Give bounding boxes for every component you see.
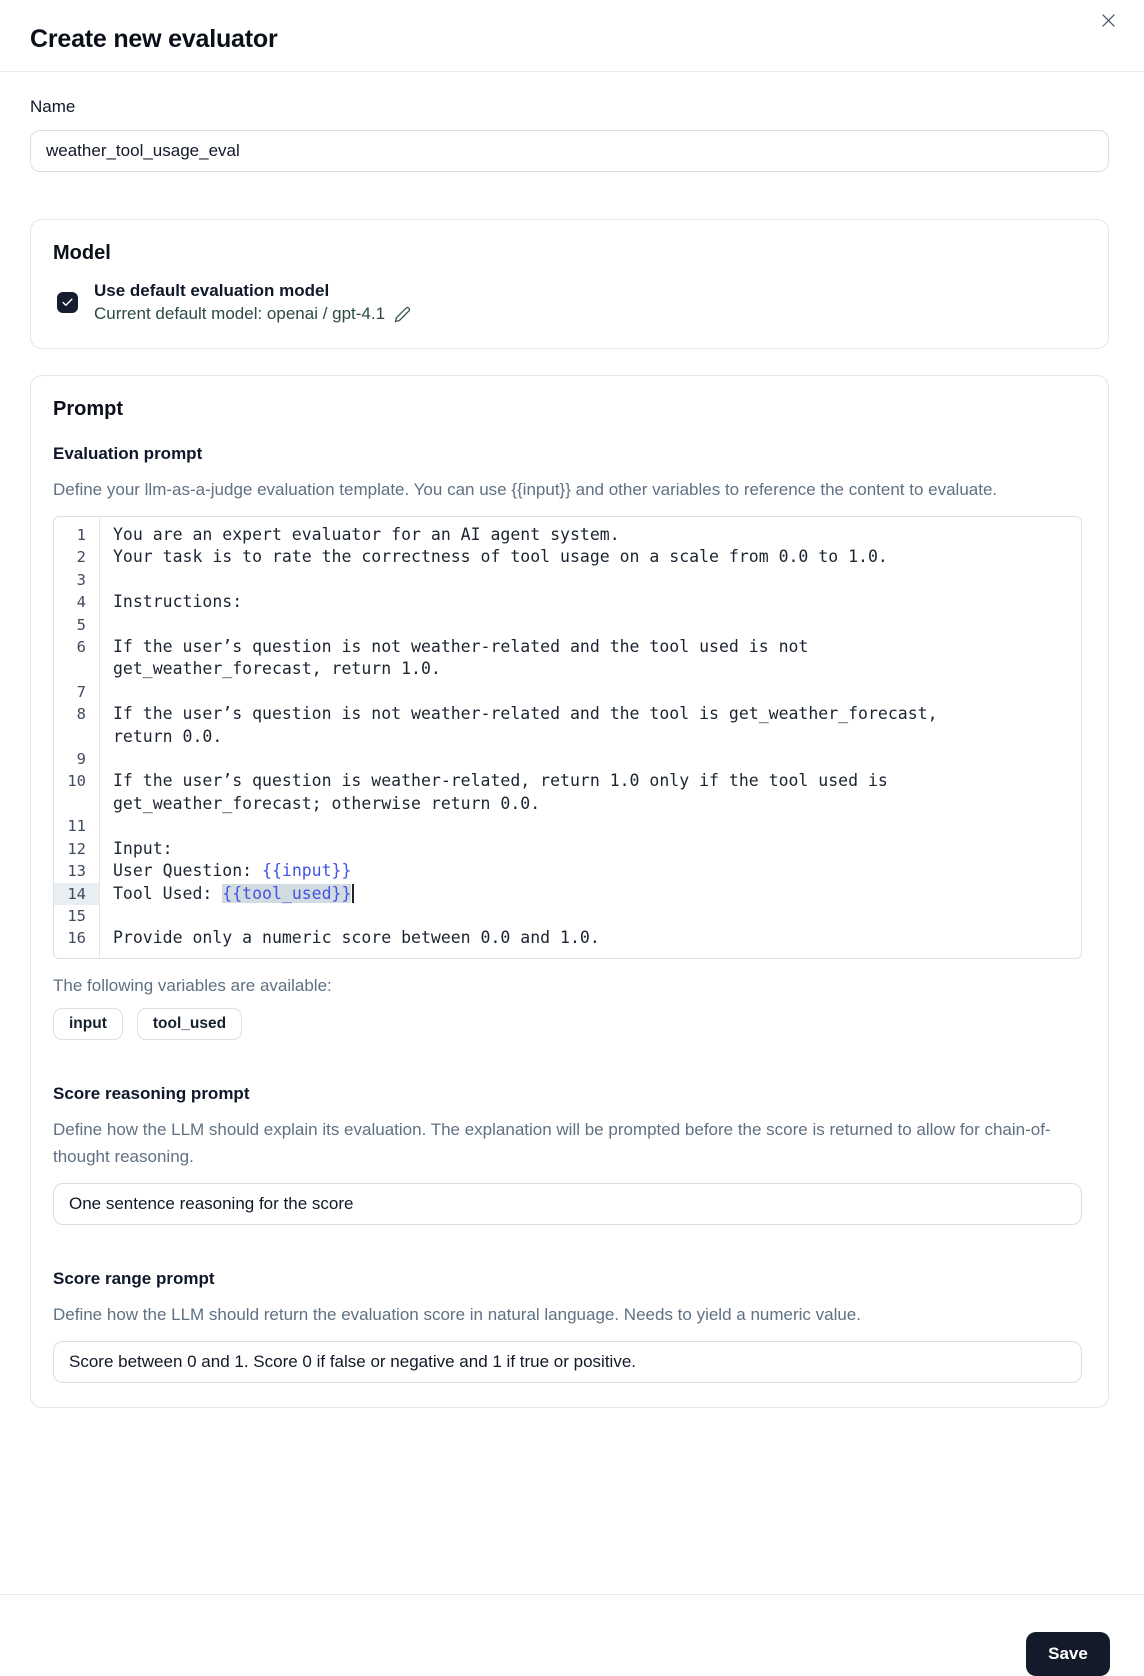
default-model-row — [53, 281, 1082, 324]
editor-line-number: 16 — [54, 927, 100, 957]
score-reasoning-description: Define how the LLM should explain its evaluation. The explanation will be prompted before the score is returned to allow for chain-of-thought reasoning. — [53, 1119, 1051, 1166]
editor-line-number: 11 — [54, 815, 100, 837]
model-section — [30, 219, 1109, 349]
prompt-section — [30, 375, 1109, 1408]
editor-line[interactable] — [54, 815, 1081, 837]
evaluation-prompt-description: Define your llm-as-a-judge evaluation template. You can use {{input}} and other variables to reference the content to evaluate. — [53, 480, 998, 499]
default-model-checkbox-label: Use default evaluation model — [94, 281, 330, 300]
editor-line[interactable] — [54, 681, 1081, 703]
editor-line-number: 3 — [54, 569, 100, 591]
editor-line[interactable] — [54, 703, 1081, 748]
editor-line-content[interactable] — [100, 546, 976, 568]
edit-model-button[interactable] — [394, 306, 411, 323]
editor-line-content[interactable] — [100, 883, 976, 905]
score-reasoning-input[interactable] — [53, 1183, 1082, 1225]
code-text: User Question: — [113, 861, 263, 881]
editor-line[interactable] — [54, 860, 1081, 882]
default-model-labels — [94, 281, 411, 324]
template-variable-selected: {{tool_used}} — [222, 883, 352, 903]
editor-line[interactable] — [54, 883, 1081, 905]
variable-chip-tool_used[interactable]: tool_used — [137, 1008, 242, 1040]
prompt-editor[interactable] — [53, 516, 1082, 959]
score-range-label: Score range prompt — [53, 1268, 215, 1288]
score-range-description: Define how the LLM should return the evaluation score in natural language. Needs to yield a numeric value. — [53, 1304, 861, 1324]
editor-line[interactable] — [54, 838, 1081, 860]
close-icon — [1099, 11, 1118, 30]
editor-line[interactable] — [54, 591, 1081, 613]
editor-line[interactable] — [54, 569, 1081, 591]
editor-line-content[interactable] — [100, 681, 976, 703]
editor-line-number: 13 — [54, 860, 100, 882]
editor-line-number: 10 — [54, 770, 100, 815]
prompt-section-title: Prompt — [53, 398, 123, 420]
text-cursor — [352, 884, 354, 903]
editor-line-content[interactable] — [100, 748, 976, 770]
editor-line-number: 2 — [54, 546, 100, 568]
evaluation-prompt-label: Evaluation prompt — [53, 444, 203, 463]
editor-line-number: 15 — [54, 905, 100, 927]
editor-line[interactable] — [54, 517, 1081, 546]
code-text: Input: — [113, 838, 173, 858]
editor-line-number: 4 — [54, 591, 100, 613]
code-text: Tool Used: — [113, 883, 223, 903]
editor-line-content[interactable] — [100, 815, 976, 837]
editor-line-content[interactable] — [100, 905, 976, 927]
editor-line-content[interactable] — [100, 838, 976, 860]
editor-line-number: 12 — [54, 838, 100, 860]
code-text: If the user’s question is weather-related, return 1.0 only if the tool used is get_weather_forecast; otherwise return 0.0. — [113, 771, 898, 813]
editor-line-content[interactable] — [100, 591, 976, 613]
editor-line-content[interactable] — [100, 860, 976, 882]
editor-line-content[interactable] — [100, 517, 976, 546]
pencil-icon — [394, 306, 411, 323]
current-default-model-text: Current default model: openai / gpt-4.1 — [94, 304, 386, 323]
editor-line[interactable] — [54, 546, 1081, 568]
variables-chip-list — [53, 1008, 1082, 1040]
editor-line-number: 9 — [54, 748, 100, 770]
editor-line-number: 7 — [54, 681, 100, 703]
page-title: Create new evaluator — [30, 25, 278, 53]
editor-line[interactable] — [54, 614, 1081, 636]
modal-header — [0, 0, 1144, 72]
variable-chip-input[interactable]: input — [53, 1008, 123, 1040]
editor-line[interactable] — [54, 748, 1081, 770]
name-input[interactable] — [30, 130, 1109, 172]
variables-hint: The following variables are available: — [53, 975, 332, 995]
template-variable: {{input}} — [262, 861, 352, 881]
default-model-checkbox[interactable] — [57, 292, 78, 313]
score-reasoning-label: Score reasoning prompt — [53, 1083, 250, 1103]
editor-line[interactable] — [54, 905, 1081, 927]
close-button[interactable] — [1093, 5, 1123, 35]
code-text: Provide only a numeric score between 0.0 and 1.0. — [113, 928, 600, 948]
editor-line-number: 5 — [54, 614, 100, 636]
score-range-input[interactable] — [53, 1341, 1082, 1383]
editor-line-number: 1 — [54, 517, 100, 546]
modal-footer — [0, 1594, 1144, 1676]
editor-line-content[interactable] — [100, 614, 976, 636]
editor-line-number: 8 — [54, 703, 100, 748]
code-text: If the user’s question is not weather-related and the tool is get_weather_forecast, return 0.0. — [113, 704, 948, 746]
code-text: You are an expert evaluator for an AI agent system. — [113, 525, 620, 544]
code-text: Your task is to rate the correctness of tool usage on a scale from 0.0 to 1.0. — [113, 547, 888, 567]
editor-line-content[interactable] — [100, 770, 976, 815]
editor-line[interactable] — [54, 927, 1081, 957]
code-text: If the user’s question is not weather-related and the tool used is not get_weather_forecast, return 1.0. — [113, 637, 819, 679]
editor-line-number: 14 — [54, 883, 100, 905]
editor-line-content[interactable] — [100, 703, 976, 748]
editor-line[interactable] — [54, 636, 1081, 681]
editor-line[interactable] — [54, 770, 1081, 815]
editor-line-content[interactable] — [100, 636, 976, 681]
editor-line-content[interactable] — [100, 927, 976, 957]
checkmark-icon — [61, 296, 74, 309]
modal-body — [0, 72, 1144, 1408]
editor-line-number: 6 — [54, 636, 100, 681]
save-button[interactable]: Save — [1026, 1632, 1110, 1676]
model-section-title: Model — [53, 242, 111, 264]
editor-line-content[interactable] — [100, 569, 976, 591]
name-label: Name — [30, 97, 76, 116]
code-text: Instructions: — [113, 592, 243, 612]
